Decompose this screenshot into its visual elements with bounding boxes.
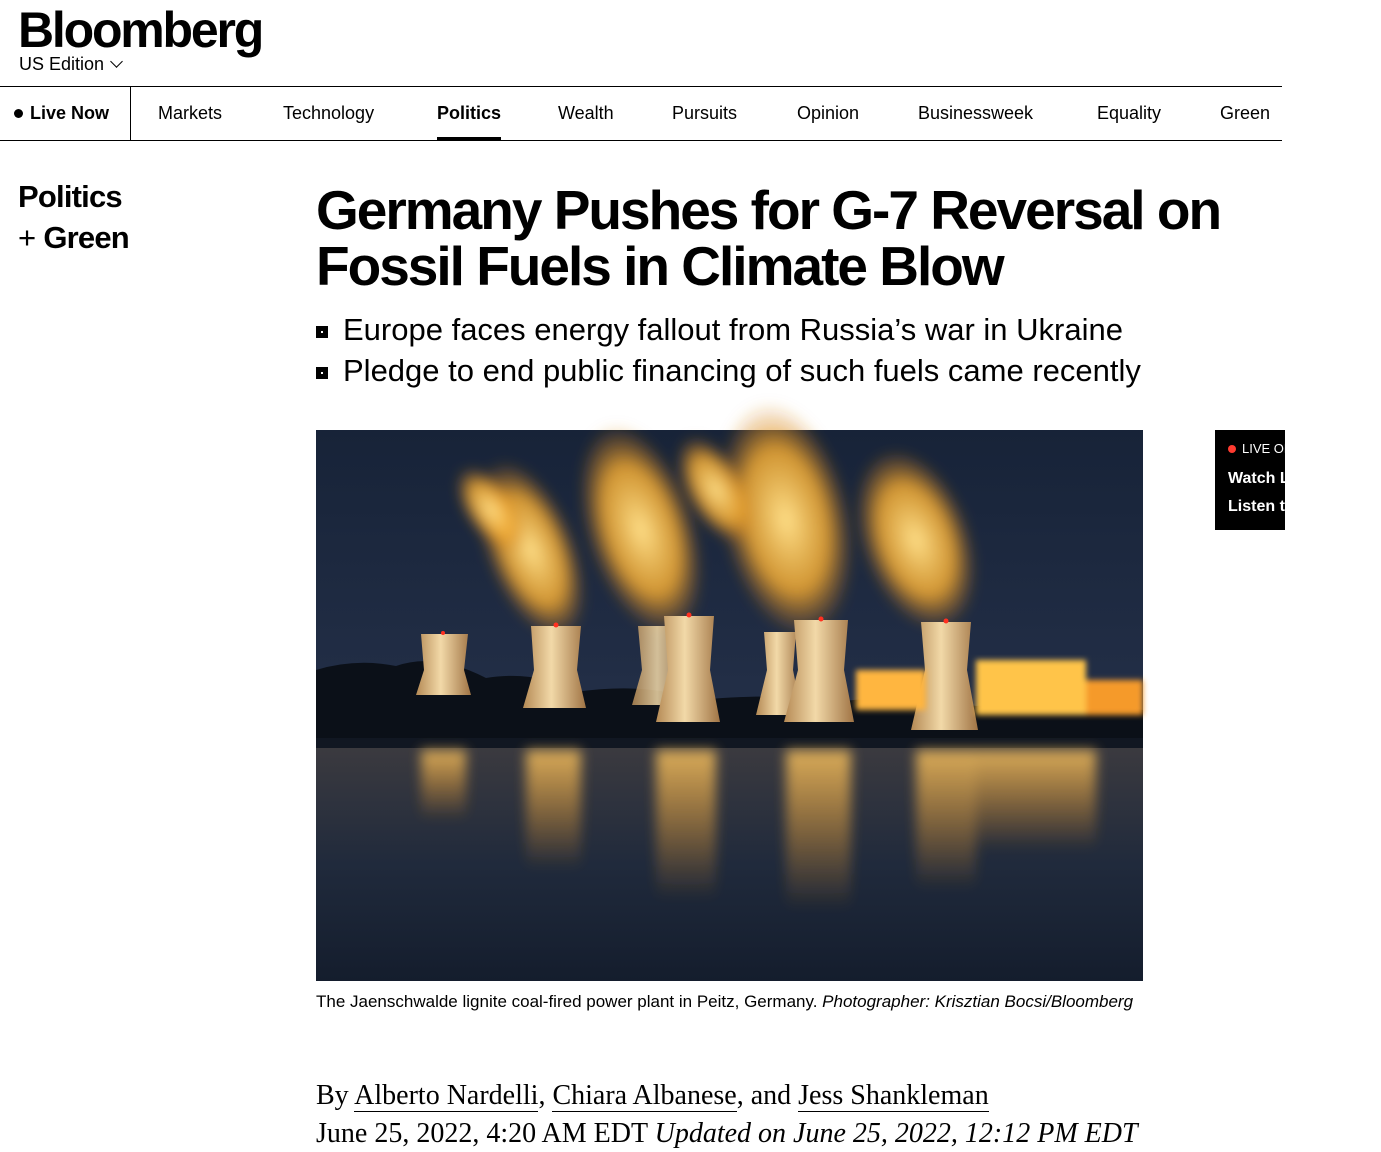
square-bullet-icon	[316, 326, 328, 338]
main-nav	[0, 86, 1282, 141]
article-abstract	[316, 309, 1282, 391]
updated-time: Updated on June 25, 2022, 12:12 PM EDT	[654, 1118, 1138, 1149]
section-green-link[interactable]	[18, 217, 129, 258]
live-widget-label-text: LIVE ON BLOOMBERG	[1242, 441, 1381, 456]
photo-credit: Photographer: Krisztian Bocsi/Bloomberg	[822, 992, 1134, 1011]
edition-selector[interactable]	[19, 53, 121, 75]
nav-pursuits[interactable]: Pursuits	[672, 103, 738, 123]
author-link[interactable]: Chiara Albanese	[552, 1080, 737, 1111]
live-dot-icon	[1228, 445, 1236, 453]
nav-equality[interactable]: Equality	[1097, 103, 1162, 123]
author-separator: ,	[538, 1080, 546, 1111]
plus-icon: +	[18, 220, 36, 255]
section-green-label: Green	[43, 220, 129, 255]
author-link[interactable]: Alberto Nardelli	[354, 1080, 539, 1111]
author-link[interactable]: Jess Shankleman	[798, 1080, 989, 1111]
article-headline: Germany Pushes for G-7 Reversal on Fossil Fuels in Climate Blow	[316, 179, 1221, 297]
edition-label: US Edition	[19, 54, 105, 74]
lead-photo	[316, 430, 1143, 981]
section-labels	[18, 176, 129, 258]
nav-technology[interactable]: Technology	[283, 103, 375, 123]
bloomberg-logo[interactable]: Bloomberg	[18, 2, 263, 58]
byline-prefix: By	[316, 1080, 349, 1111]
abstract-text: Pledge to end public financing of such fuels came recently	[343, 353, 1141, 388]
published-time: June 25, 2022, 4:20 AM EDT	[316, 1118, 648, 1149]
abstract-bullet	[316, 350, 1282, 391]
dateline	[316, 1116, 1138, 1152]
chevron-down-icon	[110, 55, 123, 68]
nav-green[interactable]: Green	[1220, 103, 1271, 123]
masthead	[18, 0, 418, 86]
live-now-button[interactable]	[0, 87, 131, 140]
abstract-text: Europe faces energy fallout from Russia’s war in Ukraine	[343, 312, 1123, 347]
caption-text: The Jaenschwalde lignite coal-fired power plant in Peitz, Germany.	[316, 992, 818, 1011]
nav-wealth[interactable]: Wealth	[558, 103, 614, 123]
photo-caption	[316, 990, 1143, 1014]
author-separator: , and	[736, 1080, 792, 1111]
byline	[316, 1078, 989, 1114]
listen-live-radio-link[interactable]: Listen to Live Radio	[1228, 498, 1381, 515]
live-now-label: Live Now	[30, 103, 110, 123]
square-bullet-icon	[316, 367, 328, 379]
nav-opinion[interactable]: Opinion	[797, 103, 860, 123]
nav-businessweek[interactable]: Businessweek	[918, 103, 1034, 123]
abstract-bullet	[316, 309, 1282, 350]
watch-live-tv-link[interactable]: Watch Live TV	[1228, 470, 1337, 487]
section-politics-link[interactable]: Politics	[18, 179, 122, 214]
nav-politics[interactable]: Politics	[437, 87, 501, 140]
live-on-bloomberg-widget	[1215, 430, 1381, 530]
dot-icon	[14, 109, 23, 118]
nav-markets[interactable]: Markets	[158, 103, 223, 123]
live-widget-label	[1228, 441, 1381, 456]
